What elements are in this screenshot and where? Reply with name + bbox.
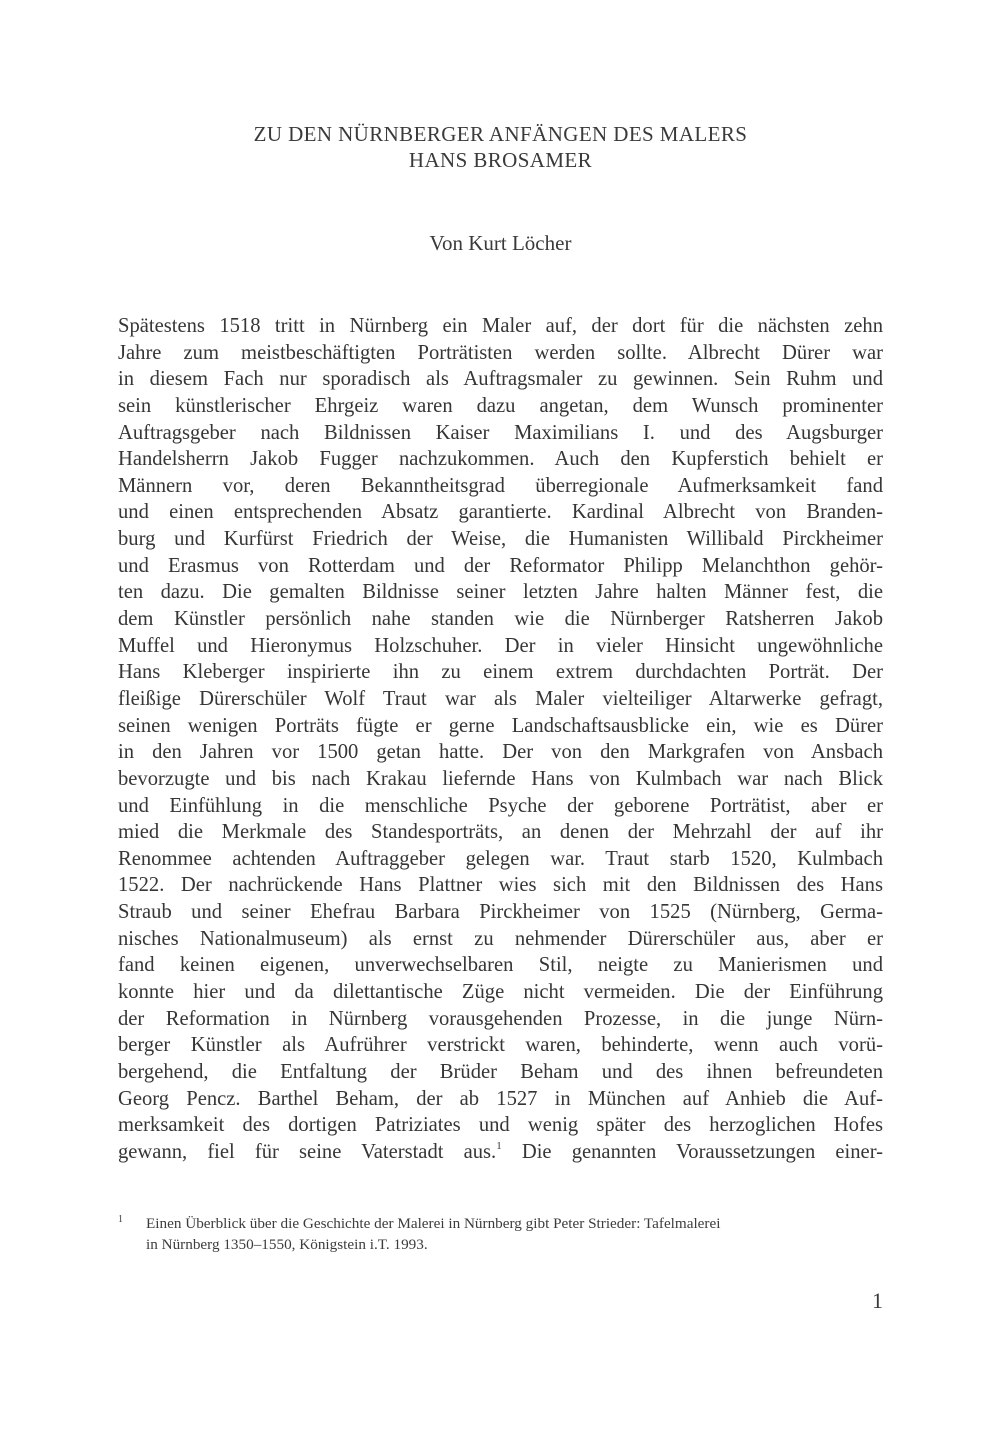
body-line: Muffel und Hieronymus Holzschuher. Der in vieler Hinsicht ungewöhnliche: [118, 634, 883, 657]
body-line: sein künstlerischer Ehrgeiz waren dazu angetan, dem Wunsch prominenter: [118, 394, 883, 417]
body-line: Männern vor, deren Bekanntheitsgrad überregionale Aufmerksamkeit fand: [118, 474, 883, 497]
footnote-number: 1: [118, 1214, 123, 1225]
body-paragraph: [118, 313, 883, 1166]
body-line: Straub und seiner Ehefrau Barbara Pirckheimer von 1525 (Nürnberg, Germa-: [118, 901, 883, 924]
body-line: der Reformation in Nürnberg vorausgehenden Prozesse, in die junge Nürn-: [118, 1007, 883, 1030]
body-line: Spätestens 1518 tritt in Nürnberg ein Maler auf, der dort für die nächsten zehn: [118, 315, 883, 337]
body-line-text: gewann, fiel für seine Vaterstadt aus.: [118, 1140, 497, 1163]
body-line: burg und Kurfürst Friedrich der Weise, die Humanisten Willibald Pirckheimer: [118, 528, 883, 551]
article-title: [118, 121, 883, 173]
body-line: in diesem Fach nur sporadisch als Auftragsmaler zu gewinnen. Sein Ruhm und: [118, 368, 883, 391]
footnote-line: Einen Überblick über die Geschichte der Malerei in Nürnberg gibt Peter Strieder: Tafelmalerei: [146, 1215, 721, 1232]
body-line-text: Die genannten Voraussetzungen einer-: [501, 1140, 883, 1163]
body-line: Renommee achtenden Auftraggeber gelegen war. Traut starb 1520, Kulmbach: [118, 847, 883, 870]
footnote-reference[interactable]: 1: [496, 1139, 502, 1152]
body-line: seinen wenigen Porträts fügte er gerne Landschaftsausblicke ein, wie es Dürer: [118, 714, 883, 737]
footnote-text: [146, 1213, 883, 1255]
body-line: konnte hier und da dilettantische Züge nicht vermeiden. Die der Einführung: [118, 981, 883, 1004]
body-line: fand keinen eigenen, unverwechselbaren Stil, neigte zu Manierismen und: [118, 954, 883, 977]
body-line: dem Künstler persönlich nahe standen wie die Nürnberger Ratsherren Jakob: [118, 608, 883, 631]
body-line: nisches Nationalmuseum) als ernst zu nehmender Dürerschüler aus, aber er: [118, 927, 883, 950]
body-line: ten dazu. Die gemalten Bildnisse seiner letzten Jahre halten Männer fest, die: [118, 581, 883, 604]
footnote-line: in Nürnberg 1350–1550, Königstein i.T. 1993.: [146, 1236, 428, 1253]
body-line: Auftragsgeber nach Bildnissen Kaiser Maximilians I. und des Augsburger: [118, 421, 883, 444]
body-line: Hans Kleberger inspirierte ihn zu einem extrem durchdachten Porträt. Der: [118, 661, 883, 684]
body-line: mied die Merkmale des Standesporträts, an denen der Mehrzahl der auf ihr: [118, 821, 883, 844]
body-line: berger Künstler als Aufrührer verstrickt waren, behinderte, wenn auch vorü-: [118, 1034, 883, 1057]
title-line-2: HANS BROSAMER: [408, 148, 593, 172]
body-line: Georg Pencz. Barthel Beham, der ab 1527 in München auf Anhieb die Auf-: [118, 1087, 883, 1110]
body-line: und einen entsprechenden Absatz garantierte. Kardinal Albrecht von Branden-: [118, 501, 883, 524]
body-line: Handelsherrn Jakob Fugger nachzukommen. Auch den Kupferstich behielt er: [118, 448, 883, 471]
title-line-1: ZU DEN NÜRNBERGER ANFÄNGEN DES MALERS: [253, 122, 748, 146]
body-line: und Einfühlung in die menschliche Psyche der geborene Porträtist, aber er: [118, 794, 883, 817]
body-line: bergehend, die Entfaltung der Brüder Beham und des ihnen befreundeten: [118, 1060, 883, 1083]
page-number: 1: [872, 1288, 883, 1313]
body-line: Jahre zum meistbeschäftigten Porträtisten werden sollte. Albrecht Dürer war: [118, 341, 883, 364]
author-byline: Von Kurt Löcher: [429, 231, 572, 255]
footnote: [118, 1213, 883, 1255]
body-line: in den Jahren vor 1500 getan hatte. Der von den Markgrafen von Ansbach: [118, 741, 883, 764]
body-line: und Erasmus von Rotterdam und der Reformator Philipp Melanchthon gehör-: [118, 554, 883, 577]
body-line: 1522. Der nachrückende Hans Plattner wies sich mit den Bildnissen des Hans: [118, 874, 883, 897]
body-line: merksamkeit des dortigen Patriziates und wenig später des herzoglichen Hofes: [118, 1114, 883, 1137]
body-line: fleißige Dürerschüler Wolf Traut war als Maler vielteiliger Altarwerke gefragt,: [118, 687, 883, 710]
body-line: bevorzugte und bis nach Krakau liefernde Hans von Kulmbach war nach Blick: [118, 767, 883, 790]
body-line-last: [118, 1139, 883, 1166]
